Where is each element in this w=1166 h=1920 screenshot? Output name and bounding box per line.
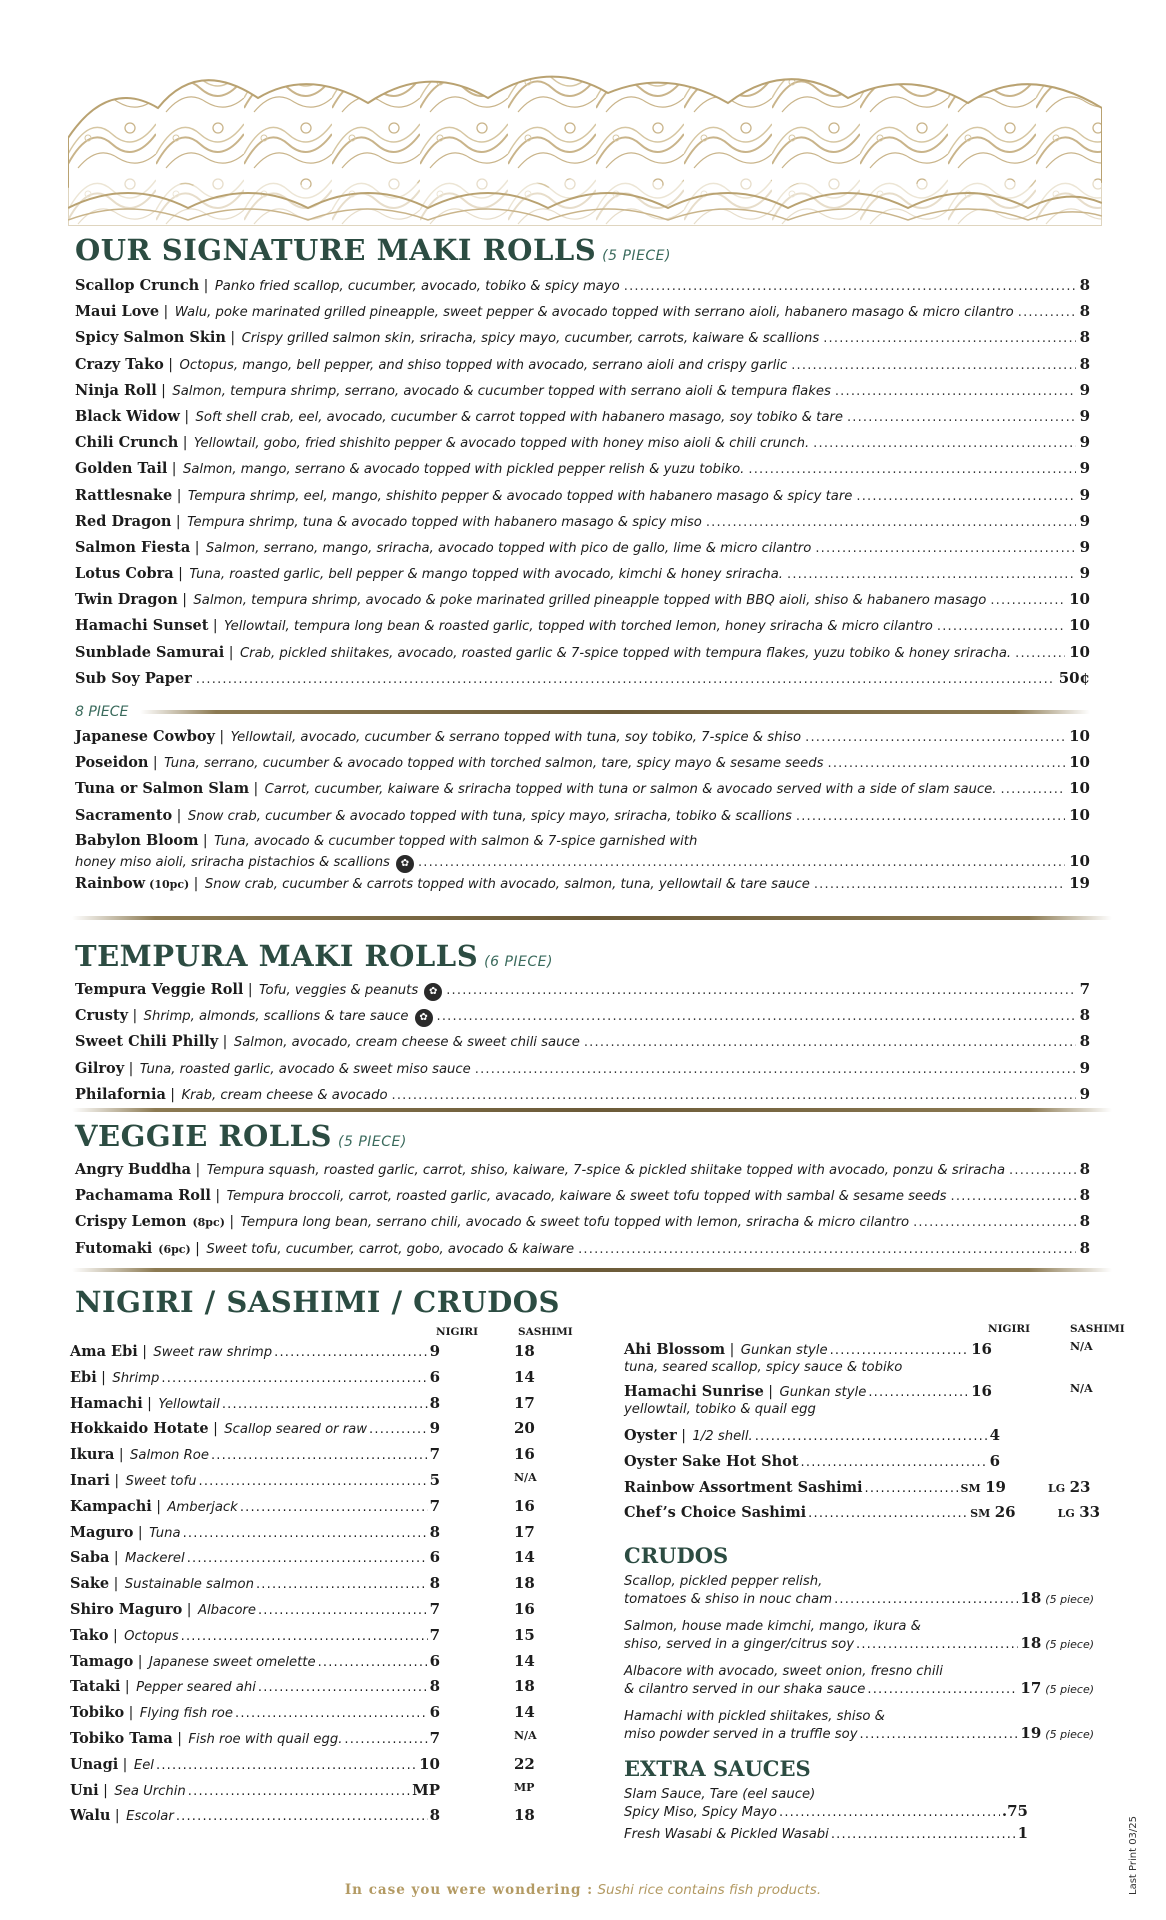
item-description: Salmon, mango, serrano & avocado topped with pickled pepper relish & yuzu tobiko. — [182, 462, 745, 478]
crudo-price: 18 — [1020, 1634, 1042, 1653]
item-description: Tempura shrimp, eel, mango, shishito pepper & avocado topped with habanero masago & spicy tare — [187, 488, 853, 504]
sashimi-price: 16 — [514, 1599, 535, 1618]
section-title: NIGIRI / SASHIMI / CRUDOS — [75, 1285, 560, 1319]
item-price: 10 — [1069, 779, 1090, 798]
item-description: Salmon, tempura shrimp, serrano, avocado & cucumber topped with serrano aioli & tempura flakes — [172, 383, 831, 399]
item-description: Crispy grilled salmon skin, sriracha, spicy mayo, cucumber, carrots, kaiware & scallions — [241, 331, 820, 347]
item-name: Hamachi Sunset — [75, 617, 209, 635]
nigiri-section — [75, 1284, 560, 1320]
item-description: Eel — [133, 1757, 154, 1773]
item-name: Tataki — [70, 1678, 121, 1696]
item-price: 9 — [1079, 433, 1090, 452]
item-description: Sweet raw shrimp — [153, 1345, 273, 1360]
item-name: Unagi — [70, 1755, 119, 1773]
item-name: Futomaki — [75, 1239, 153, 1257]
item-description: Shrimp, almonds, scallions & tare sauce — [143, 1009, 409, 1025]
item-description: Yellowtail, gobo, fried shishito pepper & avocado topped with honey miso aioli & chili crunch. — [193, 436, 810, 452]
menu-item-hamachi-sunrise: Hamachi Sunrise | Gunkan style ..... 16 N/A yellowtail, tobiko & quail egg — [624, 1382, 1124, 1426]
item-price: 9 — [1079, 511, 1090, 530]
sashimi-price: 16 — [514, 1496, 535, 1515]
sashimi-price: 18 — [514, 1574, 535, 1593]
item-price: 9 — [1079, 1084, 1090, 1103]
eight-piece-divider: 8 PIECE — [75, 697, 1090, 727]
nigiri-column-header: NIGIRI — [436, 1326, 479, 1338]
item-name: Maui Love — [75, 303, 160, 321]
sashimi-price: 14 — [514, 1548, 535, 1567]
nigiri-price: 6 — [429, 1651, 440, 1670]
menu-item: Hamachi Sunset | Yellowtail, tempura long bean & roasted garlic, topped with torched lemon, honey sriracha & micro cilantro ..... 10 — [75, 616, 1090, 642]
nigiri-price: 10 — [419, 1754, 440, 1773]
item-name: Twin Dragon — [75, 591, 178, 609]
sashimi-price: 17 — [514, 1393, 535, 1412]
menu-item-oyster: Oyster | 1/2 shell. ..... 4 — [624, 1426, 1000, 1452]
item-name: Sake — [70, 1575, 110, 1593]
item-name: Philafornia — [75, 1085, 166, 1103]
nigiri-item: Kampachi | Amberjack ..... 7 — [70, 1497, 440, 1523]
menu-item: Tempura Veggie Roll | Tofu, veggies & peanuts ✿ ..... 7 — [75, 980, 1090, 1006]
divider — [72, 1268, 1112, 1272]
item-name: Tobiko — [70, 1704, 125, 1722]
item-name: Tobiko Tama — [70, 1729, 173, 1747]
nigiri-item: Uni | Sea Urchin ..... MP — [70, 1781, 440, 1807]
sashimi-price: 18 — [514, 1806, 535, 1825]
item-description: Sweet tofu — [125, 1473, 197, 1489]
sashimi-price: 14 — [514, 1651, 535, 1670]
item-description: Tempura squash, roasted garlic, carrot, shiso, kaiware, 7-spice & pickled shiitake topped with avocado, ponzu & sriracha — [206, 1163, 1006, 1178]
section-title: OUR SIGNATURE MAKI ROLLS (5 PIECE) — [75, 233, 671, 267]
menu-item: Crusty | Shrimp, almonds, scallions & tare sauce ✿ ..... 8 — [75, 1006, 1090, 1032]
menu-item: Red Dragon | Tempura shrimp, tuna & avocado topped with habanero masago & spicy miso ..... 9 — [75, 512, 1090, 538]
nigiri-price: 8 — [429, 1574, 440, 1593]
item-description: Octopus, mango, bell pepper, and shiso topped with avocado, serrano aioli and crispy garlic — [179, 357, 788, 373]
item-price: 8 — [1079, 1160, 1090, 1178]
item-price: 50¢ — [1058, 668, 1090, 687]
item-name: Walu — [70, 1807, 111, 1825]
item-name: Japanese Cowboy — [75, 728, 215, 745]
nigiri-item: Tako | Octopus ..... 7 — [70, 1626, 440, 1652]
nigiri-price: 7 — [429, 1599, 440, 1618]
item-description: Tempura broccoli, carrot, roasted garlic, avacado, kaiware & sweet tofu topped with sambal & sesame seeds — [226, 1189, 947, 1205]
nigiri-item: Tataki | Pepper seared ahi ..... 8 — [70, 1677, 440, 1703]
sashimi-price: 14 — [514, 1703, 535, 1722]
crudo-line: & cilantro served in our shaka sauce — [624, 1682, 866, 1698]
sashimi-price: N/A — [514, 1470, 537, 1484]
item-name: Sacramento — [75, 806, 173, 824]
nigiri-item: Ikura | Salmon Roe ..... 7 — [70, 1445, 440, 1471]
menu-item: Poseidon | Tuna, serrano, cucumber & avocado topped with torched salmon, tare, spicy mayo & sesame seeds ..... 10 — [75, 753, 1090, 779]
sashimi-price: 20 — [514, 1419, 535, 1438]
menu-item-ahi-blossom: Ahi Blossom | Gunkan style ..... 16 N/A tuna, seared scallop, spicy sauce & tobiko — [624, 1340, 1124, 1382]
item-name: Uni — [70, 1781, 99, 1799]
menu-item-oyster-shot: Oyster Sake Hot Shot ..... 6 — [624, 1452, 1000, 1478]
menu-item: Maui Love | Walu, poke marinated grilled pineapple, sweet pepper & avocado topped with serrano aioli, habanero masago & micro cilantro ..... 8 — [75, 302, 1090, 328]
nigiri-list — [70, 1342, 440, 1832]
menu-item: Golden Tail | Salmon, mango, serrano & avocado topped with pickled pepper relish & yuzu tobiko. ..... 9 — [75, 459, 1090, 485]
item-description: Crab, pickled shiitakes, avocado, roasted garlic & 7-spice topped with tempura flakes, yuzu tobiko & honey sriracha. — [239, 645, 1012, 661]
nigiri-price: 5 — [429, 1470, 440, 1489]
sashimi-price: 18 — [514, 1342, 535, 1360]
item-description: Scallop seared or raw — [224, 1422, 368, 1438]
item-description: Octopus — [124, 1628, 179, 1644]
item-price: 9 — [1079, 1058, 1090, 1077]
sashimi-price: 22 — [514, 1754, 535, 1773]
crudo-item — [624, 1709, 1124, 1744]
crudo-price: 18 — [1020, 1589, 1042, 1608]
veggie-section — [75, 1118, 1090, 1265]
item-description: Yellowtail, tempura long bean & roasted garlic, topped with torched lemon, honey sriracha & micro cilantro — [224, 619, 933, 635]
crudo-piece-count: (5 piece) — [1045, 1638, 1094, 1652]
crudo-line: tomatoes & shiso in nouc cham — [624, 1592, 833, 1608]
nigiri-price: 8 — [429, 1806, 440, 1825]
item-name: Pachamama Roll — [75, 1187, 211, 1205]
crudo-price: 19 — [1020, 1724, 1042, 1743]
nigiri-item: Ebi | Shrimp ..... 6 — [70, 1368, 440, 1394]
crudo-item — [624, 1619, 1124, 1654]
nigiri-item: Tobiko Tama | Fish roe with quail egg. ..... 7 — [70, 1729, 440, 1755]
item-name: Salmon Fiesta — [75, 538, 191, 556]
nut-icon: ✿ — [424, 983, 442, 1001]
nigiri-right-list — [624, 1340, 1124, 1846]
item-name: Gilroy — [75, 1059, 125, 1077]
crudo-item — [624, 1664, 1124, 1699]
item-price: 8 — [1079, 1212, 1090, 1231]
sashimi-price: 17 — [514, 1522, 535, 1541]
crudo-line: Albacore with avocado, sweet onion, fresno chili — [624, 1664, 943, 1680]
menu-item: Ninja Roll | Salmon, tempura shrimp, serrano, avocado & cucumber topped with serrano aioli & tempura flakes ..... 9 — [75, 381, 1090, 407]
nigiri-price: 7 — [429, 1496, 440, 1515]
item-price: 10 — [1069, 753, 1090, 772]
item-count: (6pc) — [158, 1242, 191, 1256]
item-description: Krab, cream cheese & avocado — [181, 1087, 388, 1103]
sashimi-price: 18 — [514, 1677, 535, 1696]
menu-item: Futomaki (6pc) | Sweet tofu, cucumber, carrot, gobo, avocado & kaiware ..... 8 — [75, 1239, 1090, 1265]
item-name: Tamago — [70, 1652, 134, 1670]
item-description: Tuna — [149, 1525, 181, 1541]
nigiri-price: 7 — [429, 1728, 440, 1747]
item-price: 10 — [1069, 642, 1090, 661]
item-price: 9 — [1079, 459, 1090, 478]
crudo-line: Hamachi with pickled shiitakes, shiso & — [624, 1709, 885, 1725]
item-description: Walu, poke marinated grilled pineapple, sweet pepper & avocado topped with serrano aioli, habanero masago & micro cilantro — [174, 305, 1014, 321]
signature-section — [75, 232, 1090, 900]
item-price: 9 — [1079, 406, 1090, 425]
menu-item-babylon-bloom: Babylon Bloom | Tuna, avocado & cucumber topped with salmon & 7-spice garnished with honey miso aioli, sriracha pistachios & scallions ✿ ..... 10 — [75, 832, 1090, 874]
menu-item: Philafornia | Krab, cream cheese & avocado ..... 9 — [75, 1085, 1090, 1111]
item-description: Tofu, veggies & peanuts — [259, 983, 419, 998]
item-description: Salmon, serrano, mango, sriracha, avocado topped with pico de gallo, lime & micro cilantro — [205, 540, 812, 556]
item-price: 8 — [1079, 1006, 1090, 1025]
nigiri-column-header-right: NIGIRI — [988, 1323, 1031, 1335]
item-description: Amberjack — [167, 1499, 238, 1515]
crudo-piece-count: (5 piece) — [1045, 1728, 1094, 1742]
item-name: Hamachi — [70, 1394, 143, 1412]
item-price: 8 — [1079, 1032, 1090, 1051]
menu-item: Sacramento | Snow crab, cucumber & avocado topped with tuna, spicy mayo, sriracha, tobiko & scallions ..... 10 — [75, 806, 1090, 832]
menu-item: Lotus Cobra | Tuna, roasted garlic, bell pepper & mango topped with avocado, kimchi & honey sriracha. ..... 9 — [75, 564, 1090, 590]
item-description: Salmon, avocado, cream cheese & sweet chili sauce — [233, 1035, 580, 1051]
item-name: Ikura — [70, 1446, 115, 1464]
menu-item: Salmon Fiesta | Salmon, serrano, mango, sriracha, avocado topped with pico de gallo, lime & micro cilantro ..... 9 — [75, 538, 1090, 564]
sashimi-price: MP — [514, 1780, 535, 1794]
section-title: VEGGIE ROLLS (5 PIECE) — [75, 1119, 407, 1153]
nigiri-item: Saba | Mackerel ..... 6 — [70, 1548, 440, 1574]
item-price: 9 — [1079, 380, 1090, 399]
item-description: Snow crab, cucumber & avocado topped with tuna, spicy mayo, sriracha, tobiko & scallions — [187, 808, 792, 824]
item-price: 10 — [1069, 805, 1090, 824]
nigiri-price: 9 — [429, 1342, 440, 1360]
nigiri-price: 9 — [429, 1419, 440, 1438]
item-price: 8 — [1079, 1238, 1090, 1257]
nigiri-price: 6 — [429, 1548, 440, 1567]
item-name: Crazy Tako — [75, 355, 164, 373]
last-print: Last Print 03/25 — [1128, 1815, 1139, 1895]
item-description: Salmon, tempura shrimp, avocado & poke marinated grilled pineapple topped with BBQ aioli, shiso & habanero masago — [193, 593, 987, 609]
item-description: Sustainable salmon — [124, 1577, 254, 1593]
sauces-list — [624, 1787, 1124, 1846]
menu-item — [75, 669, 1090, 695]
item-description: Tempura long bean, serrano chili, avocado & sweet tofu topped with lemon, sriracha & micro cilantro — [240, 1215, 910, 1231]
tempura-section — [75, 938, 1090, 1111]
item-description: Yellowtail, avocado, cucumber & serrano topped with tuna, soy tobiko, 7-spice & shiso — [230, 730, 802, 745]
sauce-line: Spicy Miso, Spicy Mayo ..... .75 — [624, 1802, 1028, 1824]
menu-item: Scallop Crunch | Panko fried scallop, cucumber, avocado, tobiko & spicy mayo ..... 8 — [75, 276, 1090, 302]
item-name: Red Dragon — [75, 512, 172, 530]
item-name: Maguro — [70, 1523, 134, 1541]
nigiri-item: Ama Ebi | Sweet raw shrimp ..... 9 — [70, 1342, 440, 1368]
item-name: Black Widow — [75, 407, 180, 425]
sauce-line: Slam Sauce, Tare (eel sauce) — [624, 1787, 816, 1803]
menu-item: Sunblade Samurai | Crab, pickled shiitakes, avocado, roasted garlic & 7-spice topped with tempura flakes, yuzu tobiko & honey sriracha. ..... 10 — [75, 643, 1090, 669]
nut-icon: ✿ — [415, 1009, 433, 1027]
item-description: Tuna, roasted garlic, bell pepper & mango topped with avocado, kimchi & honey sriracha. — [189, 567, 783, 583]
item-name: Lotus Cobra — [75, 565, 174, 583]
item-description: Sea Urchin — [114, 1783, 186, 1799]
piece-count: (5 PIECE) — [338, 1134, 407, 1150]
item-description: Panko fried scallop, cucumber, avocado, tobiko & spicy mayo — [214, 279, 620, 294]
item-description: Carrot, cucumber, kaiware & sriracha topped with tuna or salmon & avocado served with a side of slam sauce. — [264, 782, 997, 798]
item-description: Fish roe with quail egg. — [188, 1731, 343, 1747]
item-name: Golden Tail — [75, 460, 168, 478]
item-description: Escolar — [126, 1809, 174, 1825]
item-price: 7 — [1079, 980, 1090, 998]
divider — [72, 1108, 1112, 1112]
item-name: Sunblade Samurai — [75, 643, 225, 661]
wave-banner — [68, 58, 1102, 226]
item-description: Tuna, serrano, cucumber & avocado topped with torched salmon, tare, spicy mayo & sesame seeds — [164, 756, 824, 772]
item-description: Tuna, roasted garlic, avocado & sweet miso sauce — [139, 1061, 471, 1077]
menu-item: Japanese Cowboy | Yellowtail, avocado, cucumber & serrano topped with tuna, soy tobiko, 7-spice & shiso ..... 10 — [75, 727, 1090, 753]
item-price: 8 — [1079, 328, 1090, 347]
item-price: 8 — [1079, 276, 1090, 294]
item-name: Rattlesnake — [75, 486, 173, 504]
sashimi-column-header-right: SASHIMI — [1070, 1323, 1125, 1335]
divider — [72, 916, 1112, 920]
menu-item: Black Widow | Soft shell crab, eel, avocado, cucumber & carrot topped with habanero masago, soy tobiko & tare ..... 9 — [75, 407, 1090, 433]
sashimi-price: N/A — [514, 1728, 537, 1742]
footer-note: In case you were wondering : Sushi rice contains fish products. — [344, 1882, 822, 1898]
nigiri-price: 7 — [429, 1625, 440, 1644]
item-description: Soft shell crab, eel, avocado, cucumber & carrot topped with habanero masago, soy tobiko & tare — [195, 409, 843, 425]
item-name: Poseidon — [75, 754, 149, 772]
sauce-line: Fresh Wasabi & Pickled Wasabi ..... 1 — [624, 1824, 1028, 1846]
item-price: 10 — [1069, 590, 1090, 609]
crudo-line: shiso, served in a ginger/citrus soy — [624, 1637, 855, 1653]
menu-item: Crazy Tako | Octopus, mango, bell pepper, and shiso topped with avocado, serrano aioli and crispy garlic ..... 8 — [75, 355, 1090, 381]
menu-item: Crispy Lemon (8pc) | Tempura long bean, serrano chili, avocado & sweet tofu topped with lemon, sriracha & micro cilantro ..... 8 — [75, 1212, 1090, 1238]
item-price: 8 — [1079, 354, 1090, 373]
item-description: Pepper seared ahi — [136, 1680, 256, 1696]
item-name: Tempura Veggie Roll — [75, 981, 244, 998]
menu-item: Twin Dragon | Salmon, tempura shrimp, avocado & poke marinated grilled pineapple topped with BBQ aioli, shiso & habanero masago ..... 10 — [75, 590, 1090, 616]
nigiri-item: Tobiko | Flying fish roe ..... 6 — [70, 1703, 440, 1729]
sashimi-price: 15 — [514, 1625, 535, 1644]
item-name: Ama Ebi — [70, 1343, 138, 1360]
item-price: 9 — [1079, 537, 1090, 556]
nigiri-item: Unagi | Eel ..... 10 — [70, 1755, 440, 1781]
menu-item: Spicy Salmon Skin | Crispy grilled salmon skin, sriracha, spicy mayo, cucumber, carrots, kaiware & scallions ..... 8 — [75, 328, 1090, 354]
item-price: 8 — [1079, 1186, 1090, 1205]
crudo-item — [624, 1574, 1124, 1609]
piece-count: (6 PIECE) — [484, 954, 553, 970]
item-price: 8 — [1079, 302, 1090, 321]
nigiri-price: 6 — [429, 1703, 440, 1722]
item-name: Saba — [70, 1549, 110, 1567]
crudo-piece-count: (5 piece) — [1045, 1593, 1094, 1607]
item-description: Yellowtail — [158, 1396, 220, 1412]
nigiri-item: Shiro Maguro | Albacore ..... 7 — [70, 1600, 440, 1626]
nigiri-item: Hokkaido Hotate | Scallop seared or raw ..... 9 — [70, 1419, 440, 1445]
menu-item: Angry Buddha | Tempura squash, roasted garlic, carrot, shiso, kaiware, 7-spice & pickled shiitake topped with avocado, ponzu & sriracha ..... 8 — [75, 1160, 1090, 1186]
item-name: Crispy Lemon — [75, 1213, 187, 1231]
item-name: Ebi — [70, 1368, 97, 1386]
item-name: Chili Crunch — [75, 434, 179, 452]
sashimi-price: 14 — [514, 1367, 535, 1386]
menu-item: Tuna or Salmon Slam | Carrot, cucumber, kaiware & sriracha topped with tuna or salmon & avocado served with a side of slam sauce. ..... 10 — [75, 779, 1090, 805]
nigiri-item: Inari | Sweet tofu ..... 5 — [70, 1471, 440, 1497]
item-name: Sub Soy Paper — [75, 669, 192, 687]
nigiri-price: 7 — [429, 1445, 440, 1464]
menu-item: Gilroy | Tuna, roasted garlic, avocado & sweet miso sauce ..... 9 — [75, 1059, 1090, 1085]
crudo-line: miso powder served in a truffle soy — [624, 1727, 858, 1743]
sauces-title: EXTRA SAUCES — [624, 1756, 811, 1782]
item-name: Tuna or Salmon Slam — [75, 780, 250, 798]
sashimi-column-header: SASHIMI — [518, 1326, 573, 1338]
item-price: 9 — [1079, 485, 1090, 504]
nut-icon: ✿ — [396, 855, 414, 873]
crudos-title: CRUDOS — [624, 1543, 729, 1569]
section-title: TEMPURA MAKI ROLLS (6 PIECE) — [75, 939, 553, 973]
item-name: Inari — [70, 1471, 110, 1489]
nigiri-item: Sake | Sustainable salmon ..... 8 — [70, 1574, 440, 1600]
item-description: Flying fish roe — [139, 1706, 233, 1722]
menu-item-chef-choice: Chef’s Choice Sashimi ..... SM 26 LG 33 — [624, 1503, 1114, 1529]
item-name: Shiro Maguro — [70, 1600, 183, 1618]
menu-item: Rattlesnake | Tempura shrimp, eel, mango, shishito pepper & avocado topped with habanero masago & spicy tare ..... 9 — [75, 486, 1090, 512]
item-name: Kampachi — [70, 1497, 152, 1515]
item-name: Scallop Crunch — [75, 277, 200, 294]
item-name: Ninja Roll — [75, 381, 157, 399]
sashimi-price: 16 — [514, 1445, 535, 1464]
nigiri-price: MP — [412, 1780, 440, 1799]
crudo-line: Salmon, house made kimchi, mango, ikura & — [624, 1619, 921, 1635]
menu-item: Sweet Chili Philly | Salmon, avocado, cream cheese & sweet chili sauce ..... 8 — [75, 1032, 1090, 1058]
menu-item: Chili Crunch | Yellowtail, gobo, fried shishito pepper & avocado topped with honey miso aioli & chili crunch. ..... 9 — [75, 433, 1090, 459]
nigiri-price: 8 — [429, 1393, 440, 1412]
item-name: Crusty — [75, 1007, 129, 1025]
crudo-piece-count: (5 piece) — [1045, 1683, 1094, 1697]
item-price: 9 — [1079, 564, 1090, 583]
menu-item: Pachamama Roll | Tempura broccoli, carrot, roasted garlic, avacado, kaiware & sweet tofu topped with sambal & sesame seeds ..... 8 — [75, 1186, 1090, 1212]
item-count: (8pc) — [192, 1216, 225, 1230]
item-name: Sweet Chili Philly — [75, 1033, 219, 1051]
item-name: Hokkaido Hotate — [70, 1420, 209, 1438]
sashimi-prices — [514, 1342, 574, 1832]
item-name: Tako — [70, 1626, 109, 1644]
item-description: Salmon Roe — [130, 1448, 209, 1464]
crudo-price: 17 — [1020, 1679, 1042, 1698]
item-name: Spicy Salmon Skin — [75, 329, 226, 347]
crudo-line: Scallop, pickled pepper relish, — [624, 1574, 823, 1590]
nigiri-item: Walu | Escolar ..... 8 — [70, 1806, 440, 1832]
menu-item-rainbow: Rainbow (10pc) | Snow crab, cucumber & carrots topped with avocado, salmon, tuna, yellowtail & tare sauce ..... 19 — [75, 874, 1090, 900]
nigiri-item: Tamago | Japanese sweet omelette ..... 6 — [70, 1652, 440, 1678]
menu-item-rainbow-sashimi: Rainbow Assortment Sashimi ..... SM 19 LG 23 — [624, 1478, 1114, 1504]
item-name: Angry Buddha — [75, 1161, 192, 1178]
item-description: Japanese sweet omelette — [148, 1654, 316, 1670]
item-description: Mackerel — [125, 1551, 185, 1567]
item-description: Shrimp — [112, 1370, 160, 1386]
item-description: Sweet tofu, cucumber, carrot, gobo, avocado & kaiware — [206, 1241, 575, 1257]
nigiri-price: 8 — [429, 1677, 440, 1696]
piece-count: (5 PIECE) — [602, 248, 671, 264]
nigiri-price: 8 — [429, 1522, 440, 1541]
nigiri-price: 6 — [429, 1367, 440, 1386]
nigiri-item: Maguro | Tuna ..... 8 — [70, 1523, 440, 1549]
item-description: Albacore — [197, 1602, 256, 1618]
item-price: 10 — [1069, 616, 1090, 635]
nigiri-item: Hamachi | Yellowtail ..... 8 — [70, 1394, 440, 1420]
item-description: Tempura shrimp, tuna & avocado topped with habanero masago & spicy miso — [187, 514, 702, 530]
item-price: 10 — [1069, 727, 1090, 745]
